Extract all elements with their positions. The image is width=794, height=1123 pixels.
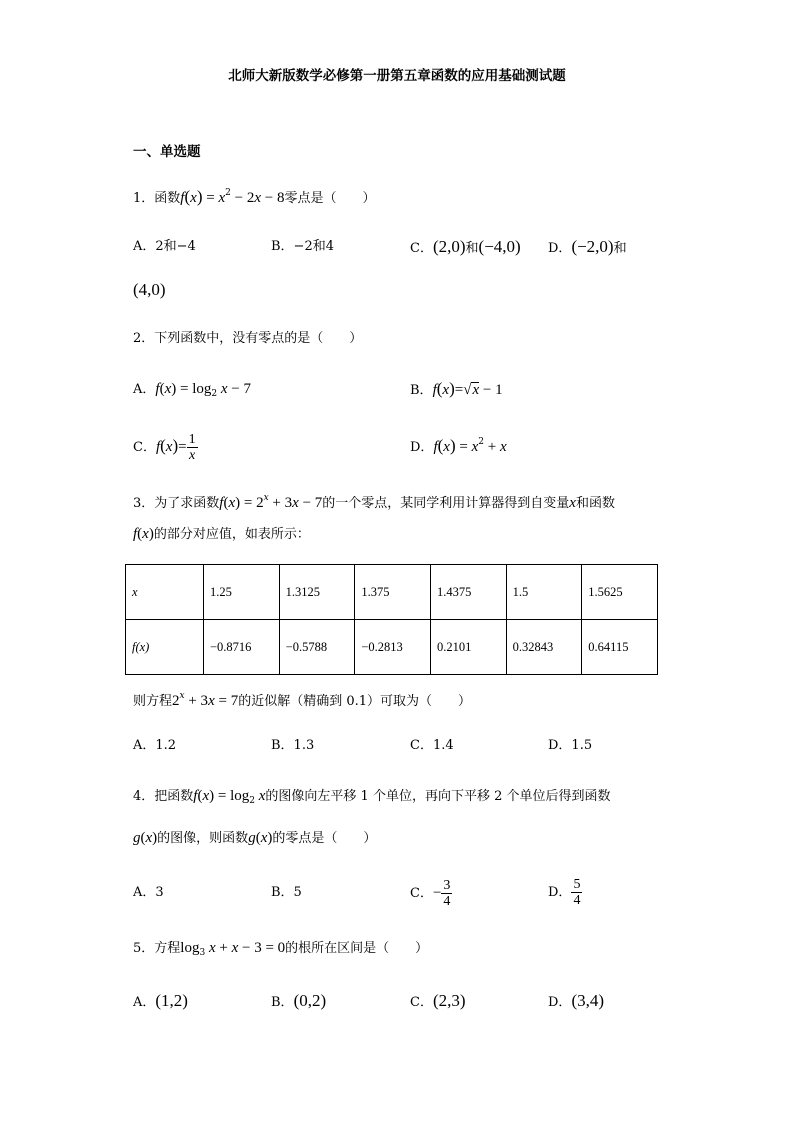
q4-option-d[interactable] [548,876,582,910]
q5-text-b: 的根所在区间是（ ） [285,941,429,956]
q1-option-c-point-1: (2,0) [432,237,466,256]
q5-option-b-interval: (0,2) [293,991,327,1010]
q1-option-d[interactable] [548,237,627,259]
table-cell: −0.2813 [355,620,431,675]
q2-option-d-formula: $f(x) = x^2 + x$ [433,436,507,455]
table-cell: 1.3125 [279,565,355,620]
q1-option-d-label: D． [548,241,572,256]
q5-option-d-label: D． [548,995,572,1010]
q4-option-c-fraction: $\frac{3}{4}$ [443,878,451,909]
question-3-ask [133,686,471,712]
q4-option-c[interactable]: C．− $\frac{3}{4}$ [410,878,451,909]
q3-text-d: 的部分对应值，如表所示： [153,527,310,542]
table-cell: 1.5 [506,565,582,620]
q2-option-b[interactable] [410,379,503,401]
question-2: 2．下列函数中，没有零点的是（ ） [133,331,363,346]
q5-formula: $\log_3 x + x - 3 = 0$ [180,940,286,958]
q1-option-a[interactable]: A．2和−4 [133,239,196,254]
q5-option-b-label: B． [271,995,294,1010]
q2-option-a-formula: $f(x) = \log_2 x - 7$ [155,381,251,399]
q5-option-c[interactable] [410,991,466,1013]
q1-option-c[interactable] [410,237,521,259]
section-title: 一、单选题 [133,144,201,160]
table-cell: 1.5625 [582,565,658,620]
q1-option-c-and: 和 [465,241,479,256]
q1-option-d-point-1: (−2,0) [571,237,614,256]
q5-option-c-interval: (2,3) [432,991,466,1010]
table-cell: f(x) [126,620,204,675]
q1-option-d-point-2: (4,0) [133,280,166,299]
q1-formula: $f(x) = x^2 - 2x - 8$ [180,187,285,206]
q2-option-c-label: C． [133,440,156,455]
table-cell: 1.4375 [430,565,506,620]
question-1 [133,183,375,209]
question-5 [133,938,428,963]
q2-option-b-label: B． [410,383,433,398]
value-table [125,564,658,675]
q1-option-d-and: 和 [613,241,627,256]
question-4-line-2: g(x)的图像，则函数g(x)的零点是（ ） [133,830,377,846]
q3-option-a[interactable]: A．1.2 [133,738,177,753]
q4-option-a[interactable]: A．3 [133,885,164,900]
q1-option-d-continued [133,280,166,302]
table-cell: 1.375 [355,565,431,620]
table-cell: 0.64115 [582,620,658,675]
q2-option-b-formula: f(x)=√x − 1 [432,379,503,398]
question-3-line-2: f(x)的部分对应值，如表所示： [133,526,310,542]
q1-option-c-label: C． [410,241,433,256]
q2-option-d-label: D． [410,440,434,455]
q5-option-b[interactable] [271,991,326,1013]
q2-option-a[interactable] [133,379,251,404]
q3-ask-formula: $2^x + 3x = 7$ [172,691,239,709]
q5-option-a-label: A． [133,995,156,1010]
table-cell: −0.8716 [204,620,280,675]
q2-option-c[interactable] [133,432,198,463]
q4-option-b[interactable]: B．5 [271,885,302,900]
table-cell: 1.25 [204,565,280,620]
table-cell: x [126,565,204,620]
q4-formula: $f(x) = \log_2 x$ [193,788,266,806]
q1-option-b[interactable]: B．−2和4 [271,239,334,254]
q3-option-b[interactable]: B．1.3 [271,738,315,753]
q4-option-d-label: D． [548,885,572,900]
q5-option-d-interval: (3,4) [571,991,605,1010]
q4-option-c-label: C． [410,886,433,901]
q3-option-d[interactable]: D．1.5 [548,738,593,753]
q3-ask-b: 的近似解（精确到 0.1）可取为（ ） [238,694,472,709]
q1-text-a: 函数 [154,191,181,206]
q4-option-d-fraction: $\frac{5}{4}$ [573,877,581,908]
q3-formula: $f(x) = 2^x + 3x - 7$ [219,493,323,511]
table-cell: 0.32843 [506,620,582,675]
q3-text-c: 和函数 [575,496,615,511]
table-row-x [126,565,658,620]
question-3-line-1: 3．为了求函数$f(x) = 2^x + 3x - 7$的一个零点，某同学利用计算器得到自变量x和函数 [133,493,615,511]
q3-text-a: 3．为了求函数 [133,496,220,511]
q1-option-c-point-2: (−4,0) [478,237,521,256]
page-title: 北师大新版数学必修第一册第五章函数的应用基础测试题 [228,68,566,84]
q5-option-a[interactable] [133,991,188,1013]
q4-text-c: 的图像，则函数 [157,831,249,846]
table-cell: −0.5788 [279,620,355,675]
question-4-line-1 [133,786,610,811]
q2-option-a-label: A． [133,382,156,397]
q1-text-b: 零点是（ ） [284,191,376,206]
q5-option-d[interactable] [548,991,604,1013]
q3-option-c[interactable]: C．1.4 [410,738,454,753]
q5-option-c-label: C． [410,995,433,1010]
q5-text-a: 5．方程 [133,941,181,956]
q4-text-b: 的图像向左平移 1 个单位，再向下平移 2 个单位后得到函数 [265,789,611,804]
table-row-fx [126,620,658,675]
q2-option-d[interactable] [410,432,507,458]
q4-text-d: 的零点是（ ） [272,831,377,846]
table-cell: 0.2101 [430,620,506,675]
q3-text-b: 的一个零点，某同学利用计算器得到自变量 [322,496,570,511]
q1-number: 1． [133,191,155,206]
q4-text-a: 4．把函数 [133,789,194,804]
q2-option-c-formula: f(x)= $\frac{1}{x}$ [155,432,196,463]
q5-option-a-interval: (1,2) [155,991,188,1010]
q3-ask-a: 则方程 [133,694,173,709]
